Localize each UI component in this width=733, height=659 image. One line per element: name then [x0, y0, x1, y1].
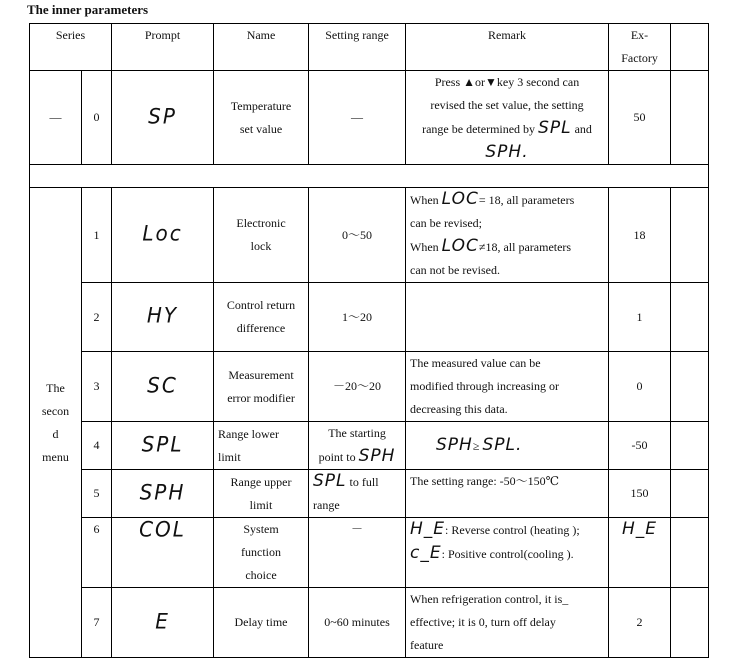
table-row [30, 283, 709, 352]
remark-cell: H_E: Reverse control (heating ); c_E: Positive control(cooling ). [406, 518, 609, 588]
extra-cell [671, 188, 709, 283]
remark-cell: SPH≥ SPL. [406, 422, 609, 470]
header-name: Name [214, 24, 309, 71]
inner-parameters-table [29, 23, 709, 658]
row-number: 2 [82, 283, 112, 352]
table-row [30, 518, 709, 588]
prompt-display: SP [112, 71, 214, 165]
header-extra [671, 24, 709, 71]
prompt-display: SPL [112, 422, 214, 470]
name-cell: Electronic lock [214, 188, 309, 283]
ex-factory-cell: 150 [609, 470, 671, 518]
remark-cell: When LOC= 18, all parameters can be revised; When LOC≠18, all parameters can not be revised. [406, 188, 609, 283]
row-number: 6 [82, 518, 112, 588]
name-cell: Delay time [214, 588, 309, 658]
extra-cell [671, 352, 709, 422]
range-cell: The starting point to SPH [309, 422, 406, 470]
remark-cell: The measured value can be modified through increasing or decreasing this data. [406, 352, 609, 422]
ex-factory-cell: 18 [609, 188, 671, 283]
header-row [30, 24, 709, 71]
row-number: 7 [82, 588, 112, 658]
name-cell: Measurement error modifier [214, 352, 309, 422]
prompt-display: Loc [112, 188, 214, 283]
ex-factory-cell: 0 [609, 352, 671, 422]
name-cell: Control return difference [214, 283, 309, 352]
extra-cell [671, 422, 709, 470]
header-ex-factory: Ex- Factory [609, 24, 671, 71]
prompt-display: SPH [112, 470, 214, 518]
range-cell: 0~60 minutes [309, 588, 406, 658]
name-cell: Range lower limit [214, 422, 309, 470]
ex-factory-cell: -50 [609, 422, 671, 470]
table-row [30, 422, 709, 470]
range-cell: －20～20 [309, 352, 406, 422]
table-row [30, 352, 709, 422]
name-cell: Range upper limit [214, 470, 309, 518]
page-title: The inner parameters [27, 2, 149, 17]
table-row [30, 71, 709, 165]
row-number: 3 [82, 352, 112, 422]
ex-factory-cell: H_E [609, 518, 671, 588]
extra-cell [671, 71, 709, 165]
name-cell: System function choice [214, 518, 309, 588]
header-remark: Remark [406, 24, 609, 71]
name-cell: Temperature set value [214, 71, 309, 165]
range-cell: 1～20 [309, 283, 406, 352]
ex-factory-cell: 50 [609, 71, 671, 165]
remark-cell [406, 283, 609, 352]
remark-cell: The setting range: -50～150℃ [406, 470, 609, 518]
prompt-display: HY [112, 283, 214, 352]
range-cell: － [309, 518, 406, 588]
series-cell: — [30, 71, 82, 165]
remark-cell: Press ▲or▼key 3 second can revised the set value, the setting range be determined by SPL and SPH. [406, 71, 609, 165]
range-cell: 0～50 [309, 188, 406, 283]
ex-factory-cell: 1 [609, 283, 671, 352]
header-prompt: Prompt [112, 24, 214, 71]
row-number: 0 [82, 71, 112, 165]
table-row [30, 588, 709, 658]
extra-cell [671, 283, 709, 352]
prompt-display: E [112, 588, 214, 658]
range-cell: — [309, 71, 406, 165]
remark-cell: When refrigeration control, it is_ effective; it is 0, turn off delay feature [406, 588, 609, 658]
prompt-display: COL [112, 518, 214, 588]
header-setting-range: Setting range [309, 24, 406, 71]
spacer-cell [30, 165, 709, 188]
table-row [30, 470, 709, 518]
prompt-display: SC [112, 352, 214, 422]
extra-cell [671, 470, 709, 518]
spacer-row [30, 165, 709, 188]
table-row [30, 188, 709, 283]
extra-cell [671, 518, 709, 588]
row-number: 4 [82, 422, 112, 470]
row-number: 1 [82, 188, 112, 283]
header-series: Series [30, 24, 112, 71]
range-cell: SPL to full range [309, 470, 406, 518]
series-cell: The secon d menu [30, 188, 82, 658]
extra-cell [671, 588, 709, 658]
row-number: 5 [82, 470, 112, 518]
ex-factory-cell: 2 [609, 588, 671, 658]
